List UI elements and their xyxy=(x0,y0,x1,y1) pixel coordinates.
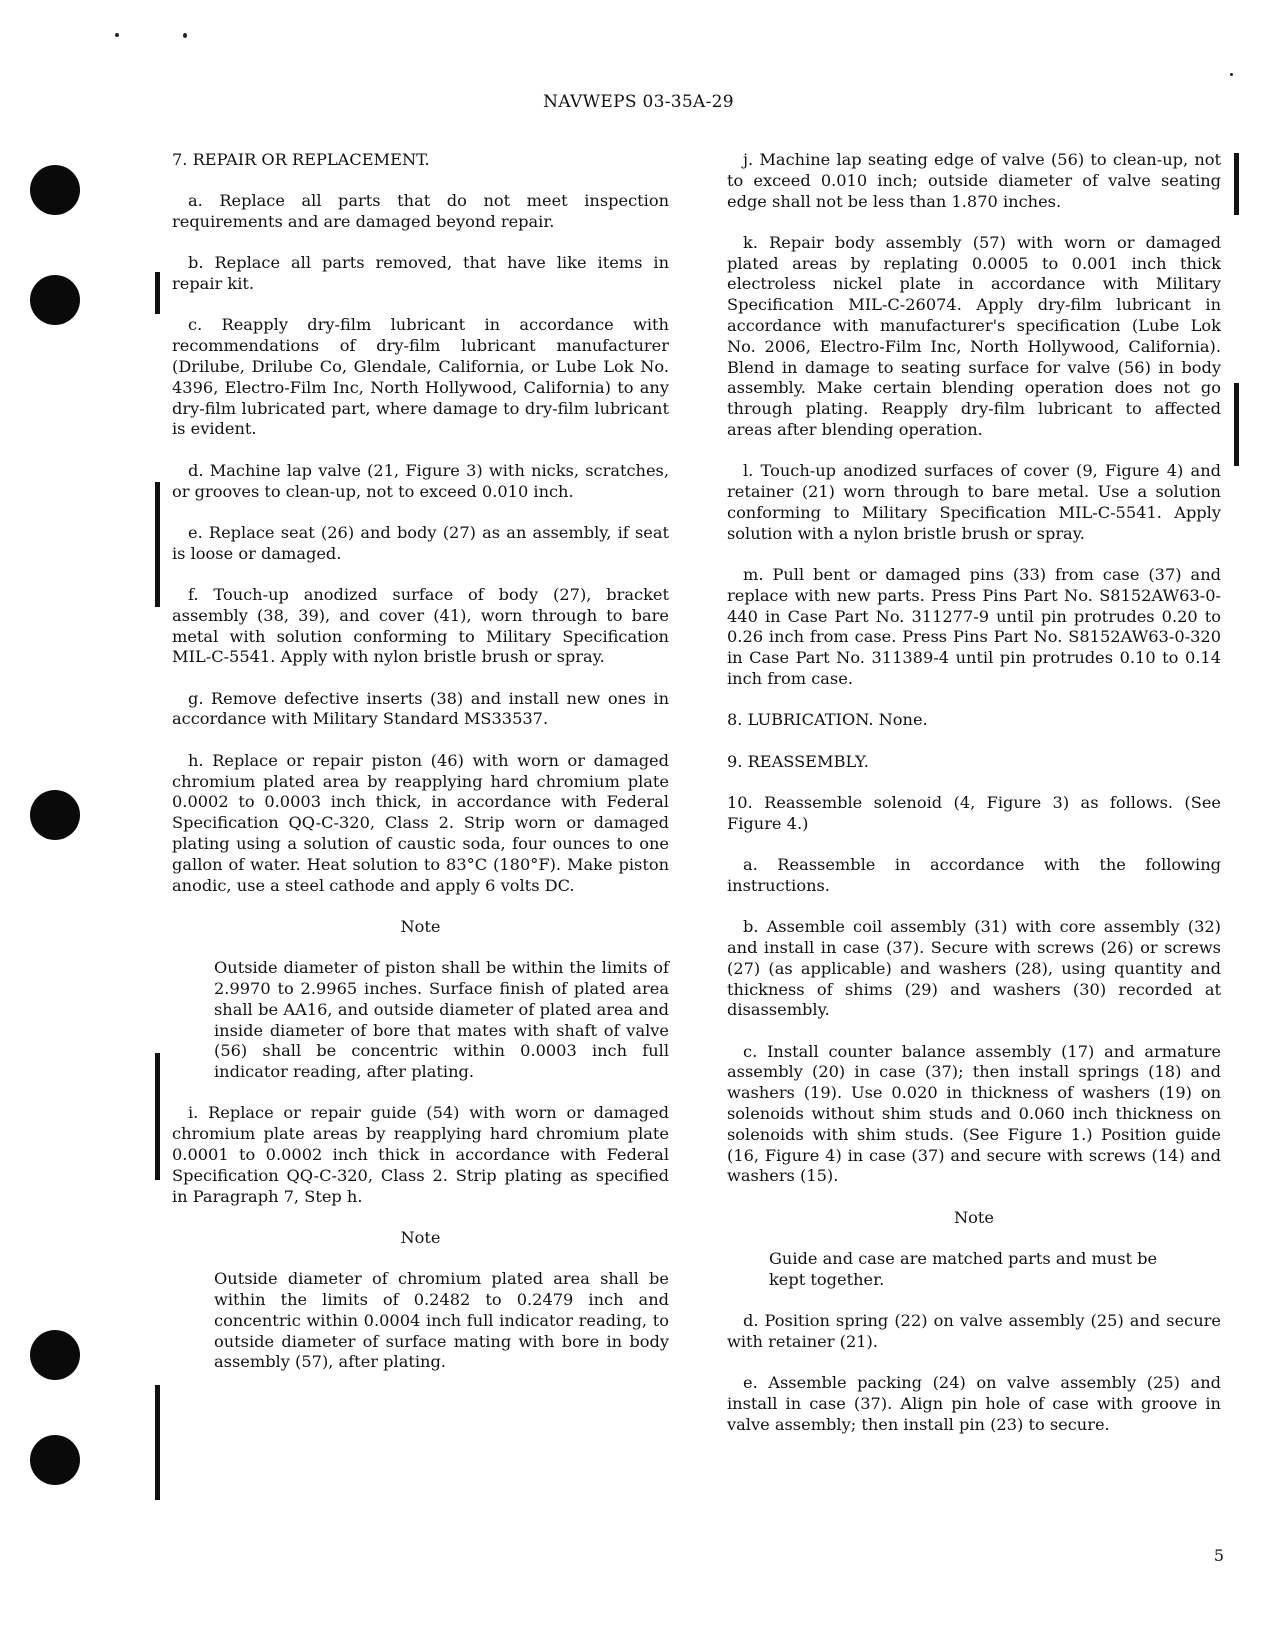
paragraph: k. Repair body assembly (57) with worn or damaged plated areas by replating 0.0005 to 0.001 inch thick electroless nickel plate in accordance with Military Specification MIL-C-26074. Apply dry-film lubricant in accordance with manufacturer's specification (Lube Lok No. 2006, Electro-Film Inc, North Hollywood, California). Blend in damage to seating surface for valve (56) in body assembly. Make certain blending operation does not go through plating. Reapply dry-film lubricant to affected areas after blending operation. xyxy=(727,232,1221,440)
scan-speck xyxy=(115,33,119,37)
note-body: Outside diameter of chromium plated area shall be within the limits of 0.2482 to 0.2479 inch and concentric within 0.0004 inch full indicator reading, to outside diameter of surface mating with bore in body assembly (57), after plating. xyxy=(214,1269,669,1372)
paragraph: b. Assemble coil assembly (31) with core assembly (32) and install in case (37). Secure with screws (26) or screws (27) (as applicable) and washers (28), using quantity and thickness of shims (29) and washers (30) recorded at disassembly. xyxy=(727,917,1221,1020)
right-column xyxy=(727,150,1221,1456)
scan-speck xyxy=(183,33,187,38)
binder-hole xyxy=(30,1435,80,1485)
paragraph: h. Replace or repair piston (46) with worn or damaged chromium plated area by reapplying hard chromium plate 0.0002 to 0.0003 inch thick, in accordance with Federal Specification QQ-C-320, Class 2. Strip worn or damaged plating using a solution of caustic soda, four ounces to one gallon of water. Heat solution to 83°C (180°F). Make piston anodic, use a steel cathode and apply 6 volts DC. xyxy=(172,750,669,895)
paragraph: d. Machine lap valve (21, Figure 3) with nicks, scratches, or grooves to clean-up, not to exceed 0.010 inch. xyxy=(172,460,669,501)
paragraph: l. Touch-up anodized surfaces of cover (9, Figure 4) and retainer (21) worn through to bare metal. Use a solution conforming to Military Specification MIL-C-5541. Apply solution with a nylon bristle brush or spray. xyxy=(727,461,1221,543)
scan-speck xyxy=(1230,73,1233,76)
left-column xyxy=(172,150,669,1394)
note-title: Note xyxy=(400,916,441,936)
paragraph: c. Reapply dry-film lubricant in accordance with recommendations of dry-film lubricant manufacturer (Drilube, Drilube Co, Glendale, California, or Lube Lok No. 4396, Electro-Film Inc, North Hollywood, California) to any dry-film lubricated part, where damage to dry-film lubricant is evident. xyxy=(172,315,669,439)
document-header: NAVWEPS 03-35A-29 xyxy=(543,92,734,112)
paragraph: e. Assemble packing (24) on valve assembly (25) and install in case (37). Align pin hole of case with groove in valve assembly; then install pin (23) to secure. xyxy=(727,1373,1221,1434)
paragraph: a. Replace all parts that do not meet inspection requirements and are damaged beyond repair. xyxy=(172,191,669,232)
note-title: Note xyxy=(954,1207,994,1227)
change-bar xyxy=(155,272,160,314)
page-number: 5 xyxy=(1213,1546,1224,1565)
binder-hole xyxy=(30,790,80,840)
paragraph: a. Reassemble in accordance with the following instructions. xyxy=(727,855,1221,895)
change-bar xyxy=(155,1053,160,1180)
change-bar xyxy=(1234,383,1239,466)
note-body: Guide and case are matched parts and must be kept together. xyxy=(769,1248,1158,1289)
note-title: Note xyxy=(400,1227,441,1247)
binder-hole xyxy=(30,275,80,325)
binder-hole xyxy=(30,1330,80,1380)
paragraph: f. Touch-up anodized surface of body (27), bracket assembly (38, 39), and cover (41), worn through to bare metal with solution conforming to Military Specification MIL-C-5541. Apply with nylon bristle brush or spray. xyxy=(172,584,669,667)
paragraph: i. Replace or repair guide (54) with worn or damaged chromium plate areas by reapplying hard chromium plate 0.0001 to 0.0002 inch thick in accordance with Federal Specification QQ-C-320, Class 2. Strip plating as specified in Paragraph 7, Step h. xyxy=(172,1103,669,1206)
paragraph: m. Pull bent or damaged pins (33) from case (37) and replace with new parts. Press Pins Part No. S8152AW63-0-440 in Case Part No. 311277-9 until pin protrudes 0.20 to 0.26 inch from case. Press Pins Part No. S8152AW63-0-320 in Case Part No. 311389-4 until pin protrudes 0.10 to 0.14 inch from case. xyxy=(727,565,1221,689)
paragraph: d. Position spring (22) on valve assembly (25) and secure with retainer (21). xyxy=(727,1311,1221,1351)
change-bar xyxy=(1234,153,1239,215)
paragraph: j. Machine lap seating edge of valve (56) to clean-up, not to exceed 0.010 inch; outside diameter of valve seating edge shall not be less than 1.870 inches. xyxy=(727,150,1221,211)
section-heading: 9. REASSEMBLY. xyxy=(727,751,869,771)
paragraph: 10. Reassemble solenoid (4, Figure 3) as follows. (See Figure 4.) xyxy=(727,792,1221,833)
note-body: Outside diameter of piston shall be within the limits of 2.9970 to 2.9965 inches. Surface finish of plated area shall be AA16, and outside diameter of plated area and inside diameter of bore that mates with shaft of valve (56) shall be concentric within 0.0003 inch full indicator reading, after plating. xyxy=(214,958,669,1082)
change-bar xyxy=(155,1385,160,1500)
paragraph: g. Remove defective inserts (38) and install new ones in accordance with Military Standard MS33537. xyxy=(172,688,669,729)
section-heading: 8. LUBRICATION. None. xyxy=(727,710,928,730)
section-heading: 7. REPAIR OR REPLACEMENT. xyxy=(172,150,430,169)
paragraph: b. Replace all parts removed, that have like items in repair kit. xyxy=(172,253,669,294)
binder-hole xyxy=(30,165,80,215)
change-bar xyxy=(155,482,160,607)
paragraph: e. Replace seat (26) and body (27) as an assembly, if seat is loose or damaged. xyxy=(172,522,669,563)
paragraph: c. Install counter balance assembly (17) and armature assembly (20) in case (37); then install springs (18) and washers (19). Use 0.020 in thickness of washers (19) on solenoids without shim studs and 0.060 inch thickness on solenoids with shim studs. (See Figure 1.) Position guide (16, Figure 4) in case (37) and secure with screws (14) and washers (15). xyxy=(727,1041,1221,1186)
